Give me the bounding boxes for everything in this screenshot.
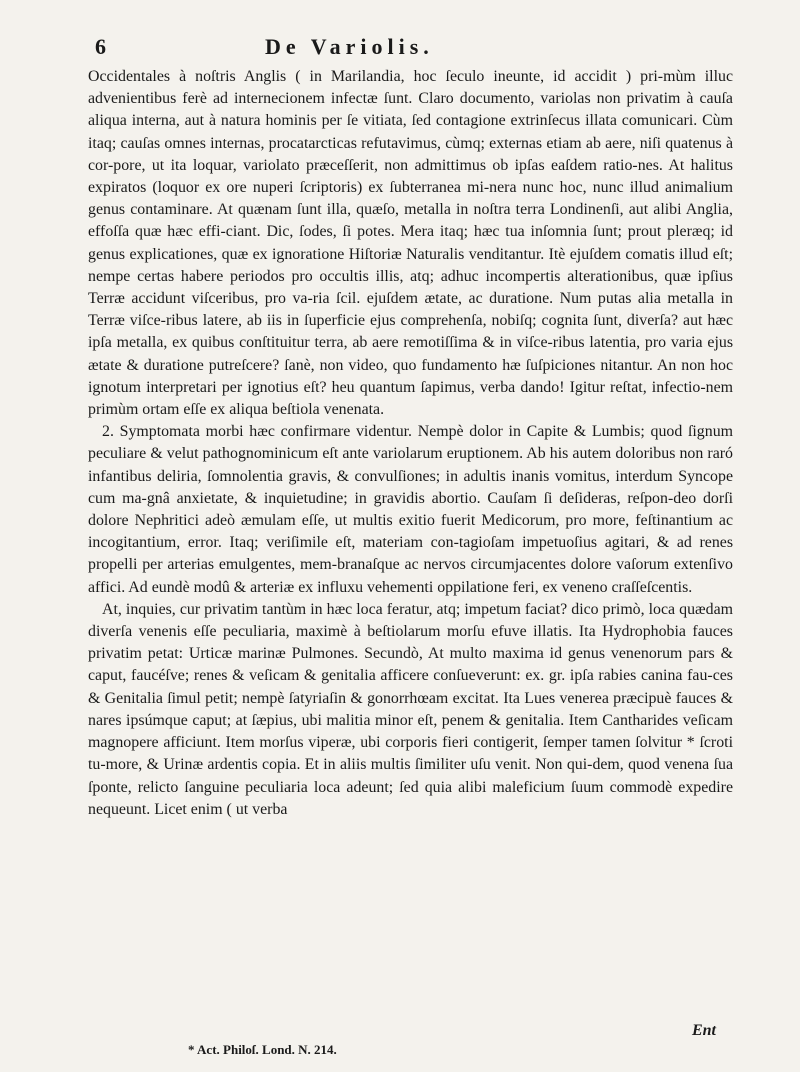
paragraph-3: At, inquies, cur privatim tantùm in hæc loca feratur, atq; impetum faciat? dico primò, loca quædam diverſa venenis eſſe peculiaria, maximè à beſtiolarum morſu efuve illatis. Ita Hydrophobia fauces privatim petat: Urticæ marinæ Pulmones. Secundò, At multo maxima id genus venenorum pars & caput, faucéſve; renes & veſicam & genitalia afficere conſueverunt: ex. gr. ipſa rabies canina fau-ces & Genitalia ſimul petit; nempè ſatyriaſin & gonorrhœam excitat. Ita Lues venerea præcipuè fauces & nares ipsúmque caput; at ſæpius, ubi malitia minor eſt, penem & genitalia. Item Cantharides veſicam magnopere afficiunt. Item morſus viperæ, ubi corporis fieri contigerit, ſemper tamen ſolvitur * ſcroti tu-more, & Urinæ ardentis copia. Et in aliis multis ſimiliter uſu venit. Non qui-dem, quod venena ſua ſponte, relicto ſanguine peculiaria loca adeunt; ſed quia alibi maleficium ſuum commodè expedire nequeunt. Licet enim ( ut verba [88,600,733,818]
running-title: De Variolis. [265,34,434,59]
paragraph-2: 2. Symptomata morbi hæc confirmare videntur. Nempè dolor in Capite & Lumbis; quod ſignum peculiare & velut pathognominicum eſt ante variolarum eruptionem. Ab his autem doloribus non raró infantibus deliria, ſomnolentia gravis, & convulſiones; in adultis inanis vomitus, interdum Syncope cum ma-gnâ anxietate, & inquietudine; in gravidis abortio. Cauſam ſi deſideras, reſpon-deo dorſi dolore Nephritici adeò æmulam eſſe, ut multis exitio fuerit Medicorum, pro more, feſtinantium ac incogitantium, error. Itaq; veriſimile eſt, materiam con-tagioſam impetuoſius agitari, & ad renes propelli per arterias emulgentes, mem-branaſque ac nervos circumjacentes dolore vaſorum extenſivo affici. Ad eundè modû & arteriæ ex influxu vehementi oppilatione feri, ex veneno craſſeſcentis. [88,423,733,596]
catchword: Ent [691,1022,716,1039]
running-head [0,34,800,64]
body-text [88,66,733,821]
page-number: 6 [95,34,106,59]
footnote: * Act. Philoſ. Lond. N. 214. [188,1042,337,1057]
paragraph-1: Occidentales à noſtris Anglis ( in Marilandia, hoc ſeculo ineunte, id accidit ) pri-mùm illuc advenientibus ferè ad internecionem infectæ ſunt. Claro documento, variolas non privatim à cauſa aliqua interna, aut à natura hominis per ſe vitiata, ſed contagione extrinſecus illata comunicari. Cùm itaq; cauſas omnes internas, procatarcticas refutavimus, cùmq; externas etiam ab aere, niſi quatenus à cor-pore, ut ita loquar, variolato præceſſerit, non admittimus ob ipſas eaſdem ratio-nes. At halitus expiratos (loquor ex ore nuperi ſcriptoris) ex ſubterranea mi-nera nunc hoc, nunc illud animalium genus contaminare. At quænam ſunt illa, quæſo, metalla in noſtra terra Londinenſi, aut alibi Anglia, effoſſa quæ hæc effi-ciant. Dic, ſodes, ſi potes. Mera itaq; hæc tua inſomnia ſunt; prout pleræq; id genus explicationes, quæ ex ignoratione Hiſtoriæ Naturalis venditantur. Itè ejuſdem comatis illud eſt; nempe certas habere periodos pro occultis illis, atq; adhuc incompertis alterationibus, quæ ipſius Terræ accidunt viſceribus, pro va-ria ſcil. ejuſdem ætate, ac duratione. Num putas alia metalla in Terræ viſce-ribus latere, ab iis in ſuperficie ejus comprehenſa, nobiſq; cognita ſunt, diverſa? aut hæc ipſa metalla, ex quibus conſtituitur terra, ab aere remotiſſima & in viſce-ribus latentia, pro varia ejus ætate & duratione putreſcere? ſanè, non video, quo fundamento hæ ſuſpiciones nitantur. An non hoc ignotum interpretari per ignotius eſt? heu quantum ſapimus, verba dando! Igitur reſtat, infectio-nem primùm ortam eſſe ex aliqua beſtiola venenata. [88,68,733,419]
